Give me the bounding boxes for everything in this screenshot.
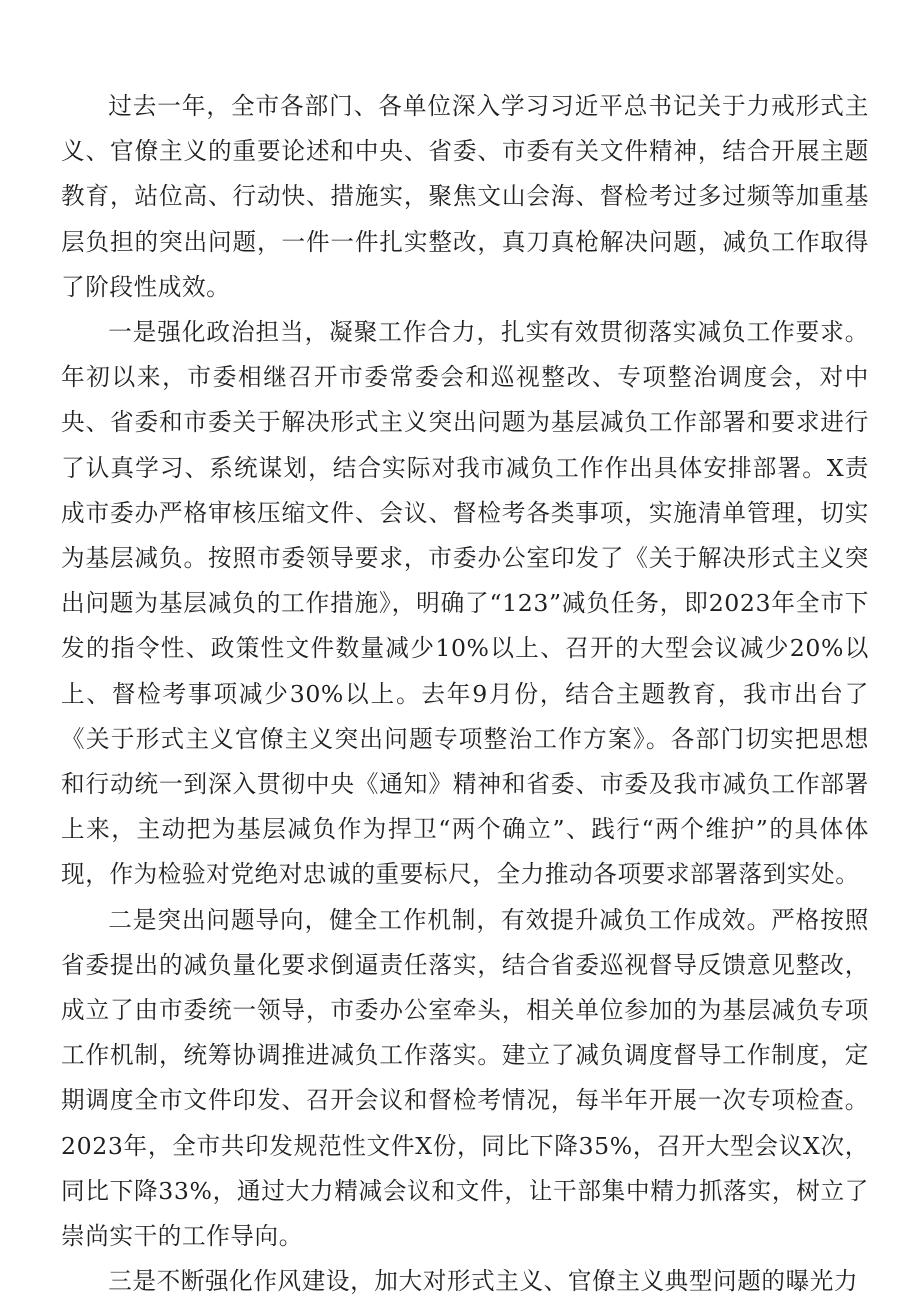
paragraph-point-one: 一是强化政治担当，凝聚工作合力，扎实有效贯彻落实减负工作要求。年初以来，市委相继召开市委常委会和巡视整改、专项整治调度会，对中央、省委和市委关于解决形式主义突出问题为基层减负工作部署和要求进行了认真学习、系统谋划，结合实际对我市减负工作作出具体安排部署。X责成市委办严格审核压缩文件、会议、督检考各类事项，实施清单管理，切实为基层减负。按照市委领导要求，市委办公室印发了《关于解决形式主义突出问题为基层减负的工作措施》，明确了“123”减负任务，即2023年全市下发的指令性、政策性文件数量减少10%以上、召开的大型会议减少20%以上、督检考事项减少30%以上。去年9月份，结合主题教育，我市出台了《关于形式主义官僚主义突出问题专项整治工作方案》。各部门切实把思想和行动统一到深入贯彻中央《通知》精神和省委、市委及我市减负工作部署上来，主动把为基层减负作为捍卫“两个确立”、践行“两个维护”的具体体现，作为检验对党绝对忠诚的重要标尺，全力推动各项要求部署落到实处。 bbox=[61, 318, 869, 889]
paragraph-point-three: 三是不断强化作风建设，加大对形式主义、官僚主义典型问题的曝光力 bbox=[108, 1267, 859, 1296]
paragraph-intro: 过去一年，全市各部门、各单位深入学习习近平总书记关于力戒形式主义、官僚主义的重要论述和中央、省委、市委有关文件精神，结合开展主题教育，站位高、行动快、措施实，聚焦文山会海、督检考过多过频等加重基层负担的突出问题，一件一件扎实整改，真刀真枪解决问题，减负工作取得了阶段性成效。 bbox=[61, 92, 869, 301]
document-body bbox=[61, 84, 869, 1304]
paragraph-point-two: 二是突出问题导向，健全工作机制，有效提升减负工作成效。严格按照省委提出的减负量化要求倒逼责任落实，结合省委巡视督导反馈意见整改，成立了由市委统一领导，市委办公室牵头，相关单位参加的为基层减负专项工作机制，统筹协调推进减负工作落实。建立了减负调度督导工作制度，定期调度全市文件印发、召开会议和督检考情况，每半年开展一次专项检查。2023年，全市共印发规范性文件X份，同比下降35%，召开大型会议X次，同比下降33%，通过大力精减会议和文件，让干部集中精力抓落实，树立了崇尚实干的工作导向。 bbox=[61, 905, 869, 1251]
